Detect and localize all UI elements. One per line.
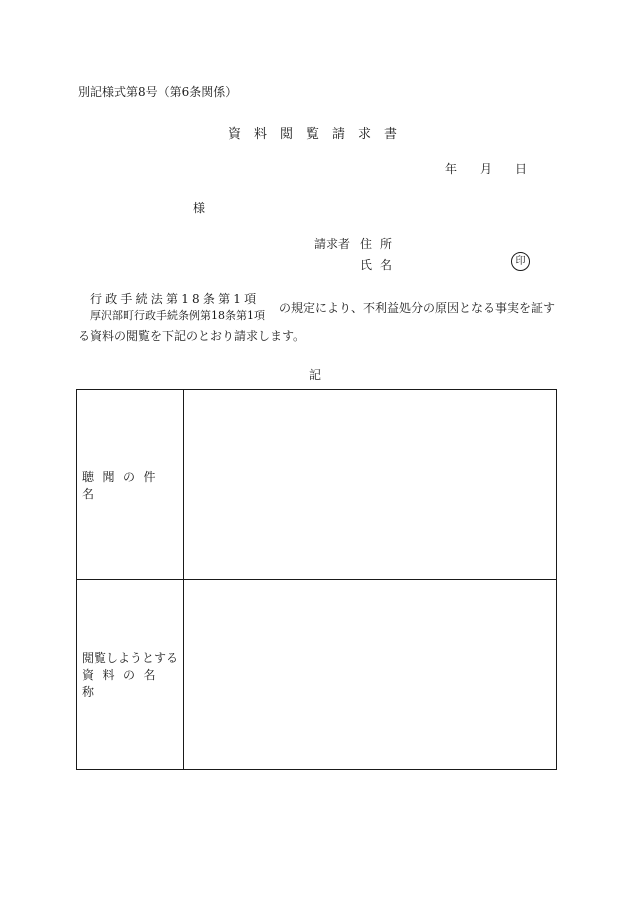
requester-label: 請求者 xyxy=(314,237,351,251)
document-name-row xyxy=(77,580,557,770)
ki-heading: 記 xyxy=(308,368,321,382)
document-name-field[interactable] xyxy=(183,580,556,770)
document-name-label-cell xyxy=(77,580,184,770)
document-name-label-line-1: 閲覧しようとする xyxy=(82,651,179,665)
date-day-label: 日 xyxy=(515,162,528,176)
date-year-label: 年 xyxy=(445,162,458,176)
address-label: 住所 xyxy=(360,237,401,251)
hearing-subject-label: 聴聞の件名 xyxy=(82,469,165,501)
form-number: 別記様式第8号（第6条関係） xyxy=(78,85,238,99)
body-text-line-1: の規定により、不利益処分の原因となる事実を証す xyxy=(279,301,556,315)
document-name-label-line-2: 資料の名称 xyxy=(82,668,165,699)
seal-mark: 印 xyxy=(511,252,530,271)
law-reference-2: 厚沢部町行政手続条例第18条第1項 xyxy=(90,309,265,322)
hearing-subject-row xyxy=(77,390,557,580)
document-title: 資料閲覧請求書 xyxy=(227,127,410,142)
name-label: 氏名 xyxy=(360,258,401,272)
body-text-line-2: る資料の閲覧を下記のとおり請求します。 xyxy=(78,329,306,343)
hearing-subject-label-cell xyxy=(77,390,184,580)
addressee-suffix: 様 xyxy=(193,201,206,215)
law-reference-1: 行政手続法第18条第1項 xyxy=(90,292,260,306)
date-month-label: 月 xyxy=(480,162,493,176)
hearing-subject-field[interactable] xyxy=(183,390,556,580)
request-table xyxy=(76,389,557,770)
